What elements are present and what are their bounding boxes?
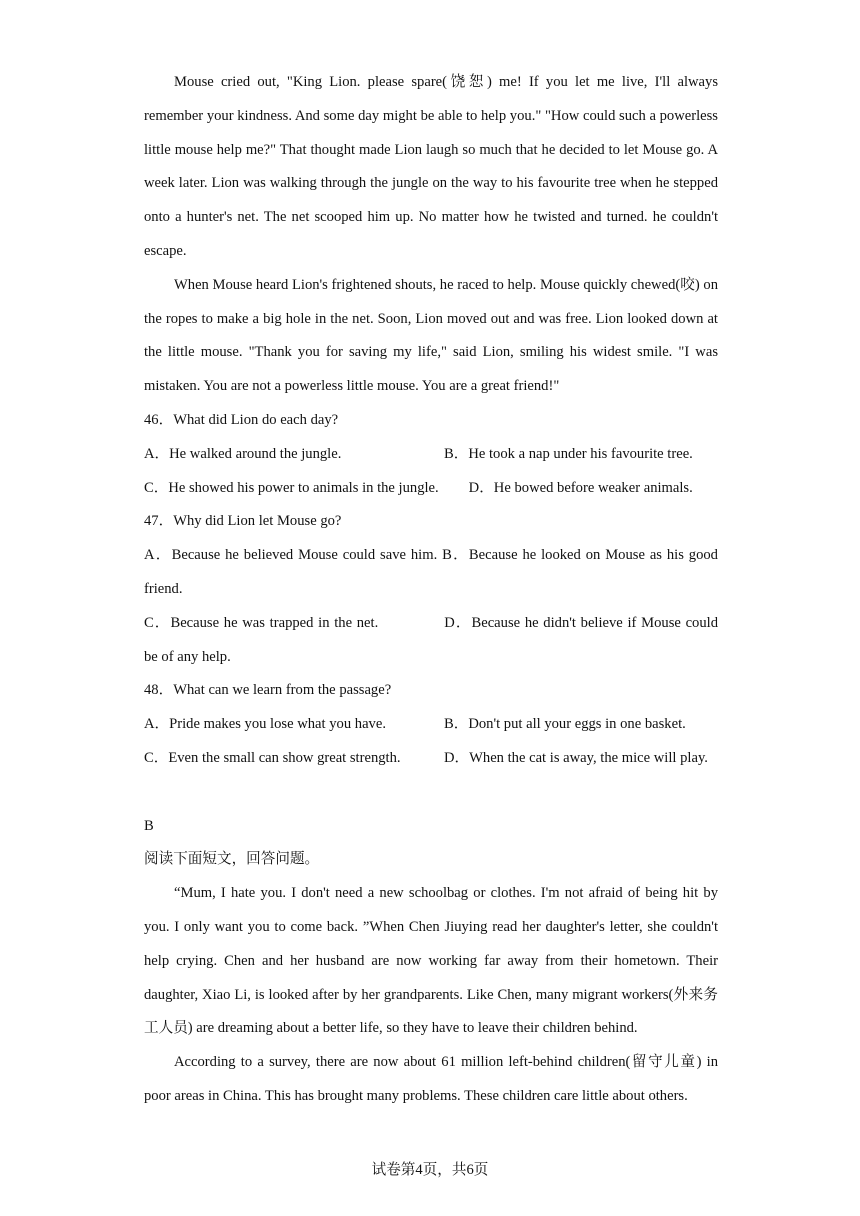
options-row xyxy=(144,742,718,776)
option-c: C．Even the small can show great strength. xyxy=(144,749,401,766)
option-d: D．When the cat is away, the mice will play. xyxy=(444,749,708,766)
question-stem: 47．Why did Lion let Mouse go? xyxy=(144,513,342,530)
option-a: A．Because he believed Mouse could save him. xyxy=(144,547,438,564)
options-row xyxy=(144,539,718,607)
passage-a-paragraph-2: When Mouse heard Lion's frightened shouts, he raced to help. Mouse quickly chewed(咬) on the ropes to make a big hole in the net. Soon, Lion moved out and was free. Lion looked down at the little mouse. "Thank you for saving my life," said Lion, smiling his widest smile. "I was mistaken. You are not a powerless little mouse. You are a great friend!" xyxy=(144,276,718,395)
options-row xyxy=(144,438,718,472)
option-b: B．Because he looked on Mouse as his good friend. xyxy=(144,547,718,597)
option-b: B．He took a nap under his favourite tree. xyxy=(444,445,693,462)
section-spacer xyxy=(144,776,718,810)
reading-instruction: 阅读下面短文，回答问题。 xyxy=(144,851,320,868)
passage-b-paragraph-2: According to a survey, there are now about 61 million left-behind children(留守儿童) in poor areas in China. This has brought many problems. These children care little about others. xyxy=(144,1054,718,1104)
options-row xyxy=(144,472,718,506)
page-footer: 试卷第4页，共6页 xyxy=(371,1162,489,1178)
option-d: D．Because he didn't believe if Mouse could be of any help. xyxy=(144,614,718,665)
section-label: B xyxy=(144,817,154,834)
options-row xyxy=(144,708,718,742)
option-a: A．Pride makes you lose what you have. xyxy=(144,716,386,733)
question-stem: 48．What can we learn from the passage? xyxy=(144,682,392,699)
passage-a-paragraph-1: Mouse cried out, "King Lion. please spare(饶恕) me! If you let me live, I'll always remember your kindness. And some day might be able to help you." "How could such a powerless little mouse help me?" That thought made Lion laugh so much that he decided to let Mouse go. A week later. Lion was walking through the jungle on the way to his favourite tree when he stepped onto a hunter's net. The net scooped him up. No matter how he twisted and turned. he couldn't escape. xyxy=(144,74,718,259)
question-46 xyxy=(144,404,718,505)
exam-page-content xyxy=(144,66,718,1114)
option-c: C．He showed his power to animals in the jungle. xyxy=(144,479,439,496)
question-48 xyxy=(144,674,718,775)
option-c: C．Because he was trapped in the net. xyxy=(144,614,379,631)
option-a: A．He walked around the jungle. xyxy=(144,445,342,462)
passage-b-paragraph-1: “Mum, I hate you. I don't need a new schoolbag or clothes. I'm not afraid of being hit by you. I only want you to come back. ”When Chen Jiuying read her daughter's letter, she couldn't help crying. Chen and her husband are now working far away from their hometown. Their daughter, Xiao Li, is looked after by her grandparents. Like Chen, many migrant workers(外来务工人员) are dreaming about a better life, so they have to leave their children behind. xyxy=(144,885,718,1037)
question-47 xyxy=(144,505,718,674)
question-stem: 46．What did Lion do each day? xyxy=(144,411,339,428)
option-b: B．Don't put all your eggs in one basket. xyxy=(444,716,686,733)
option-d: D．He bowed before weaker animals. xyxy=(468,479,693,496)
options-row xyxy=(144,607,718,675)
